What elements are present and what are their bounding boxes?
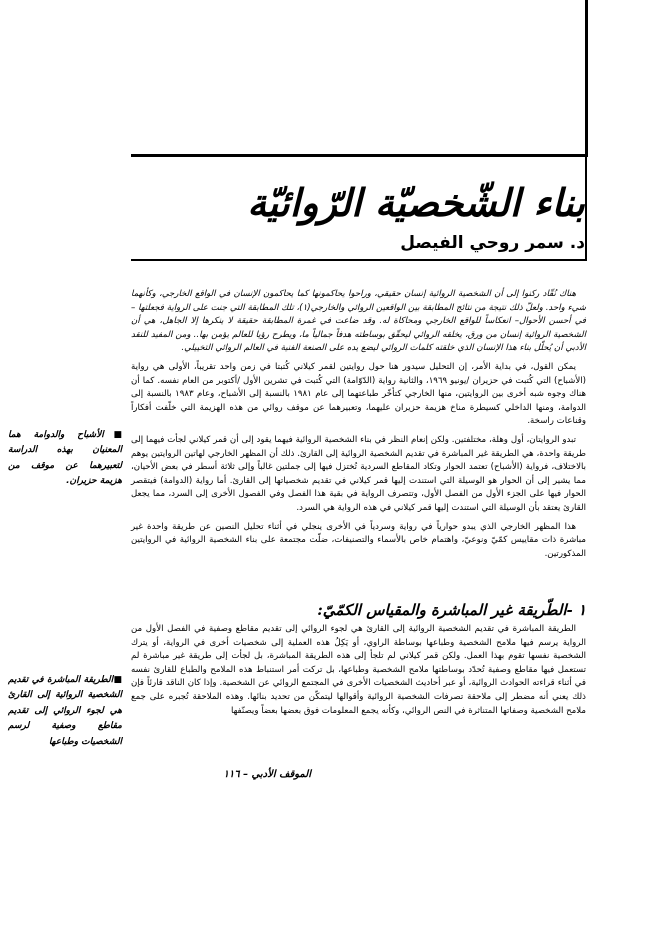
page-footer: الموقف الأدبي – ١١٦ — [223, 769, 311, 780]
article-author: د. سمر روحي الفيصل — [400, 233, 585, 253]
title-vertical-rule — [585, 157, 587, 260]
body-paragraph: يمكن القول، في بداية الأمر، إن التحليل سيدور هنا حول روايتين لقمر كيلاني كُتبتا في زمن واحد تقريباً، الأولى هي رواية (الأشباح) التي كُتبت في حزيران /يونيو ١٩٦٩، والثانية رواية (الدّوّامة) التي كُتبت في تشرين الأول /أكتوبر من العام نفسه. كما أن هناك وجوه شبه أخرى بين الروايتين، منها الخارجي كتأخّر طباعتهما إلى عام ١٩٨١ بالنسبة إلى الأشباح، وعام ١٩٨٣ بالنسبة إلى الدوامة، ومنها الداخلي كسيطرة مناخ هزيمة حزيران عليهما، وتعبيرهما عن موقف روائي من هذه الهزيمة التي خلّفت أفكاراً وقناعات راسخة. — [131, 361, 586, 427]
section-body — [131, 623, 586, 718]
section-heading: ١ -الطّريقة غير المباشرة والمقياس الكمّيّ: — [317, 601, 586, 619]
intro-paragraph: هناك نُقّاد ركنوا إلى أن الشخصية الروائية إنسان حقيقي، وراحوا يحاكمونها كما يحاكمون الإنسان في الواقع الخارجي، وكأنهما شيء واحد. ولعلّ ذلك نتيجة من نتائج المطابقة بين الواقعين الروائي والخارجي(١)، تلك المطابقة التي جنت على الرواية فجعلتها –في أحسن الأحوال– انعكاساً للواقع الخارجي ومحاكاة له. وقد ضاعت في غمرة المطابقة حقيقة لا ينكرها إلا الجاهل، هي أن الشخصية الروائية إنسان من ورق، يخلقه الروائي ليحقّق بوساطته هدفاً جمالياً ما، ويطرح رؤيا للعالم يؤمن بها.. ومن المفيد للنقد الأدبي أن يُحلّل بناء هذا الإنسان الذي خلقته كلمات الروائي ليضع يده على الصنعة الفنية في العالم الروائي التخييلي. — [131, 289, 586, 354]
sidenote-first: ■الأشباح والدوامة هما المعنيان بهذه الدراسة لتعبيرهما عن موقف من هزيمة حزيران. — [8, 430, 122, 487]
body-paragraph: تبدو الروايتان، أول وهلة، مختلفتين. ولكن إنعام النظر في بناء الشخصية الروائية فيهما يقود إلى أن قمر كيلاني لجأت فيهما إلى طريقة واحدة، هي الطريقة غير المباشرة في تقديم الشخصية الروائية إلى القارئ. ذلك أن المظهر الخارجي لهاتين الروايتين يوهم بالاختلاف، فرواية (الأشباح) تعتمد الحوار وتكاد المقاطع السردية تُختزل فيها إلى جملتين غالباً وإلى ثلاثة أسطر في بعض الأحيان، مما يشير إلى أن الحوار هو الوسيلة التي استندت إليها قمر كيلاني في تقديم شخصياتها إلى القارئ. أما رواية (الدوامة) فيتقصر الحوار فيها على الجزء الأول من الفصل الأول، وتتصرف الرواية في بقية هذا الفصل وفي الفصول الأخرى إلى السرد، مما يجعل القارئ يعتقد بأن الوسيلة التي استندت إليها قمر كيلاني في هذه الرواية هي السرد. — [131, 434, 586, 513]
top-vertical-rule — [585, 0, 588, 156]
article-title: بناء الشّخصيّة الرّوائيّة — [247, 180, 585, 225]
sidenote-second: ■الطريقة المباشرة في تقديم الشخصية الروائية إلى القارئ هي لجوء الروائي إلى تقديم مقاطع وصفية لرسم الشخصيات وطباعها — [8, 675, 122, 747]
body-paragraph: هذا المظهر الخارجي الذي يبدو حوارياً في رواية وسردياً في الأخرى ينجلي في أثناء تحليل النصين عن طريقة واحدة غير مباشرة ذات مقاييس كمّيّ ونوعيّ، واهتمام خاص بالأسماء والتصنيفات، ضلّت مجتمعة على بناء الشخصية الروائية في الروايتين المذكورتين. — [131, 521, 586, 559]
section-paragraph: الطريقة المباشرة في تقديم الشخصية الروائية إلى القارئ هي لجوء الروائي إلى تقديم مقاطع وصفية في الفصل الأول من الرواية يرسم فيها ملامح الشخصية وطباعها بوساطة الراوي، أو يَكِلُ هذه العملية إلى شخصيات أخرى في الرواية، أو يترك الشخصية نفسها تقوم بهذا العمل. ولكن قمر كيلاني لم تلجأ إلى هذه الطريقة المباشرة، بل لجأت إلى طريقة غير مباشرة لم تستعمل فيها مقاطع وصفية تُحدّد بوساطتها ملامح الشخصية وطباعها، بل تركت أمر استنباط هذه الملامح والطباع للقارئ نفسه في أثناء قراءته الحوادث الروائية، أو عبر أحاديث الشخصيات الأخرى في المجتمع الروائي عن الشخصية. وإذا كان الناقد قارئاً فإن ذلك يعني أنه مضطر إلى ملاحقة تصرفات الشخصية الروائية وأقوالها ليتمكّن من تحديد بنائها. وهذه الملاحقة تُجبره على جمع ملامح الشخصية وصفاتها المتناثرة في النص الروائي، وكأنه يجمع المعلومات فوق بعضها بعضاً ويصنّفها — [131, 624, 586, 716]
top-horizontal-rule — [131, 154, 588, 157]
article-body — [131, 288, 586, 566]
